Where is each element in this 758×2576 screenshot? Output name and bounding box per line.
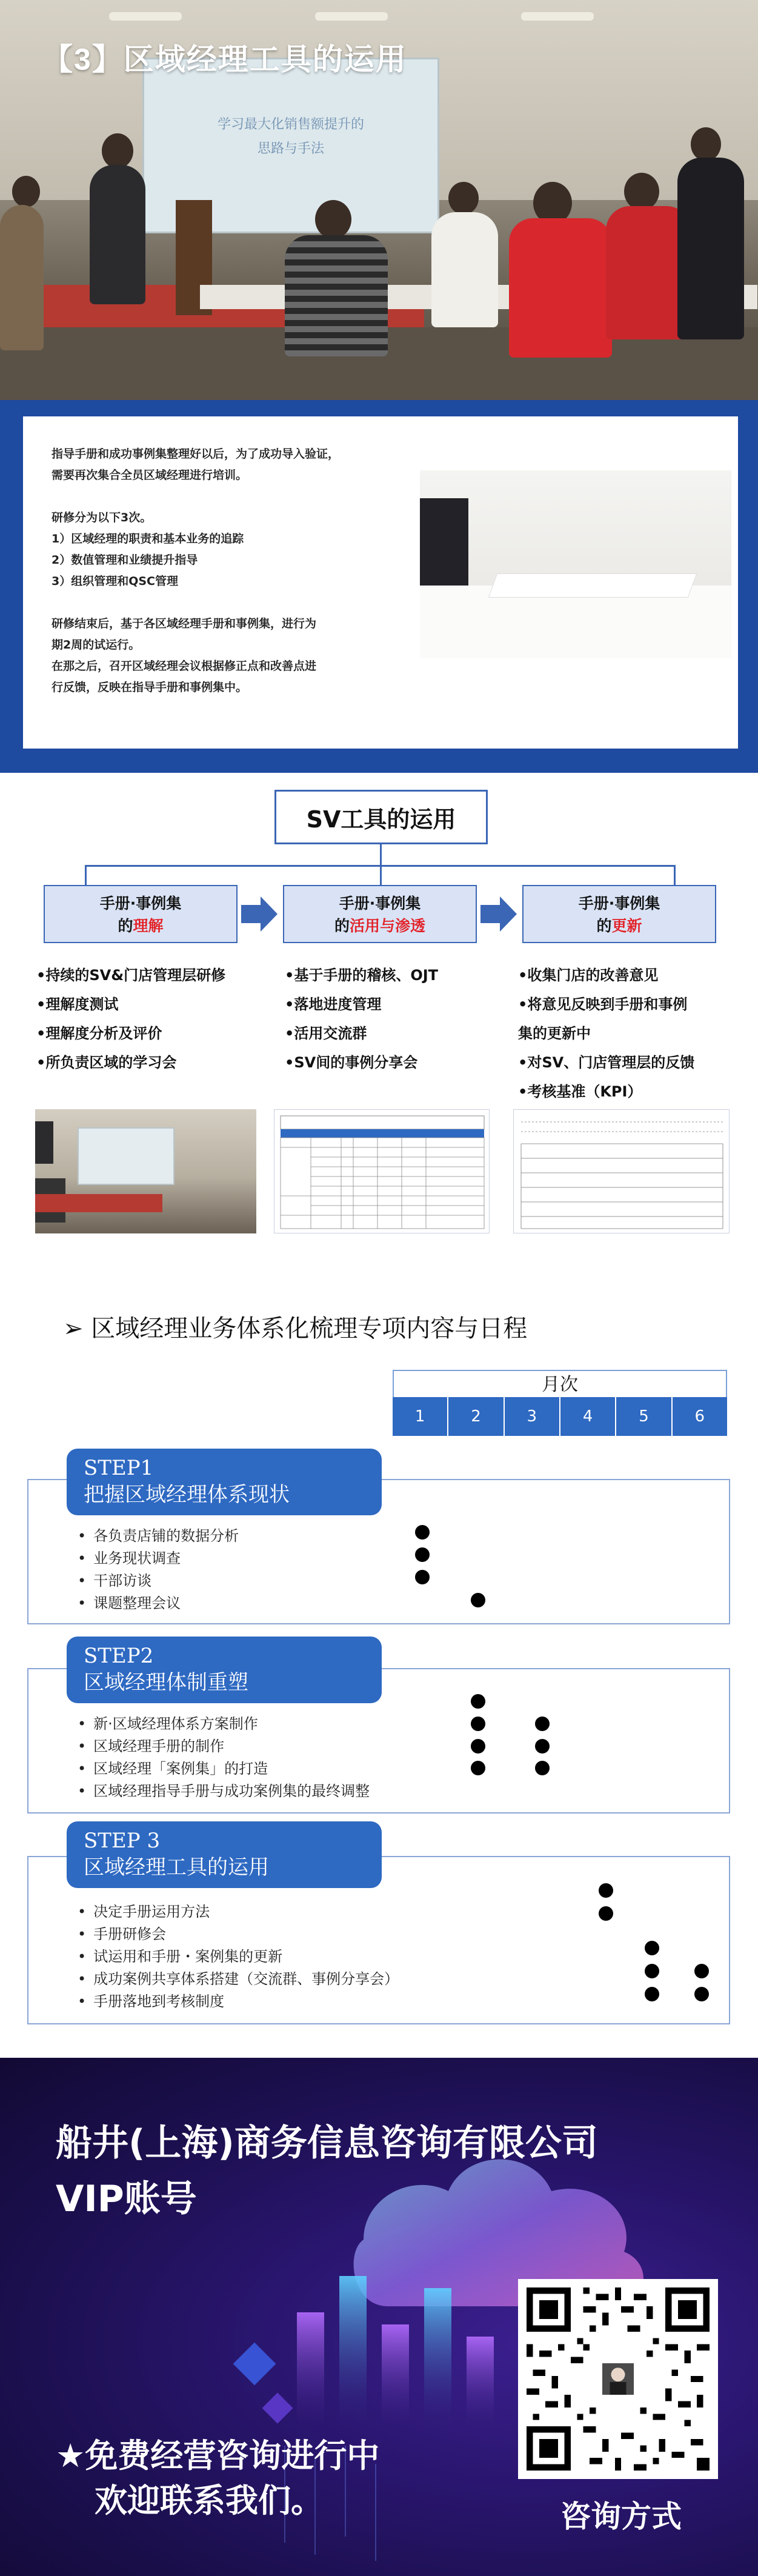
- schedule-dot: [471, 1694, 485, 1709]
- intro-line: 需要再次集合全员区域经理进行培训。: [52, 469, 248, 482]
- schedule-dot: [415, 1525, 430, 1540]
- month-header: 月次: [393, 1370, 727, 1399]
- list-item: •持续的SV&门店管理层研修: [36, 967, 226, 984]
- step-label: STEP1: [84, 1456, 154, 1480]
- month-cell: 5: [616, 1397, 672, 1436]
- schedule-dot: [471, 1593, 485, 1607]
- schedule-dot: [415, 1547, 430, 1562]
- intro-line: 研修结束后，基于各区域经理手册和事例集，进行为: [52, 617, 317, 630]
- schedule-dot: [415, 1570, 430, 1584]
- intro-line: 3）组织管理和QSC管理: [52, 575, 179, 588]
- step-name: 区域经理工具的运用: [84, 1855, 269, 1880]
- list-item: • 手册落地到考核制度: [78, 1990, 399, 2013]
- sv-header-highlight: 活用与渗透: [350, 917, 426, 935]
- schedule-dot: [645, 1941, 659, 1955]
- progress-table-thumbnail: [274, 1109, 490, 1233]
- schedule-dot: [694, 1987, 709, 2001]
- seminar-photo: [35, 1109, 256, 1233]
- list-item: •理解度分析及评价: [36, 1025, 162, 1042]
- intro-line: 行反馈，反映在指导手册和事例集中。: [52, 681, 248, 694]
- arrow-right-icon: [241, 896, 278, 932]
- sv-header-highlight: 理解: [133, 917, 164, 935]
- projection-screen: 学习最大化销售额提升的 思路与手法: [142, 58, 439, 233]
- list-item: • 区域经理「案例集」的打造: [78, 1758, 370, 1780]
- intro-line: 指导手册和成功事例集整理好以后，为了成功导入验证，: [52, 447, 340, 461]
- company-name: [56, 2115, 598, 2227]
- schedule-dot: [694, 1964, 709, 1978]
- sv-header-prefix: 的: [334, 917, 350, 935]
- month-cell: 4: [560, 1397, 616, 1436]
- intro-line: 1）区域经理的职责和基本业务的追踪: [52, 532, 244, 546]
- schedule-dot: [599, 1906, 613, 1921]
- list-item: • 试运用和手册・案例集的更新: [78, 1946, 399, 1968]
- qr-code-icon: [527, 2287, 710, 2471]
- list-item: •SV间的事例分享会: [285, 1054, 418, 1071]
- list-item: • 业务现状调查: [78, 1547, 239, 1570]
- step1-items: [78, 1525, 239, 1615]
- month-cell: 6: [673, 1397, 727, 1436]
- list-item: • 区域经理指导手册与成功案例集的最终调整: [78, 1780, 370, 1803]
- list-item: • 决定手册运用方法: [78, 1901, 399, 1923]
- list-item: •考核基准（KPI）: [518, 1083, 642, 1100]
- schedule-dot: [599, 1883, 613, 1898]
- list-item: •收集门店的改善意见: [518, 967, 659, 984]
- step2-tab: [67, 1637, 382, 1703]
- arrow-right-icon: [480, 896, 517, 932]
- step-label: STEP2: [84, 1644, 154, 1668]
- schedule-dot: [645, 1964, 659, 1978]
- schedule-dot: [471, 1739, 485, 1753]
- list-item: • 区域经理手册的制作: [78, 1735, 370, 1758]
- list-item: •理解度测试: [36, 996, 119, 1013]
- company-line: 船井(上海)商务信息咨询有限公司: [56, 2122, 598, 2164]
- schedule-dot: [471, 1717, 485, 1731]
- sv-header-line: 手册·事例集: [578, 895, 660, 912]
- list-item: •活用交流群: [285, 1025, 367, 1042]
- list-item: •将意见反映到手册和事例: [518, 996, 688, 1013]
- sv-column-3-header: [522, 885, 716, 943]
- sv-column-1-header: [44, 885, 238, 943]
- sv-header-highlight: 更新: [611, 917, 642, 935]
- consult-cta: [56, 2434, 379, 2523]
- schedule-dot: [471, 1761, 485, 1775]
- intro-line: 研修分为以下3次。: [52, 511, 152, 524]
- hero-title: 【3】区域经理工具的运用: [42, 42, 407, 76]
- company-line: VIP账号: [56, 2178, 197, 2220]
- qr-code[interactable]: [518, 2279, 718, 2479]
- intro-text: [52, 444, 415, 698]
- step-name: 区域经理体制重塑: [84, 1670, 248, 1695]
- step3-items: [78, 1901, 399, 2013]
- step-name: 把握区域经理体系现状: [84, 1483, 290, 1507]
- schedule-dot: [535, 1761, 550, 1775]
- list-item: • 干部访谈: [78, 1570, 239, 1592]
- step2-items: [78, 1713, 370, 1803]
- month-cell: 1: [393, 1397, 448, 1436]
- list-item: •所负责区域的学习会: [36, 1054, 177, 1071]
- sv-title: SV工具的运用: [274, 790, 488, 844]
- cta-line: ★免费经营咨询进行中: [56, 2437, 380, 2475]
- list-item: 集的更新中: [518, 1025, 591, 1042]
- month-cell: 3: [505, 1397, 560, 1436]
- month-row: [393, 1397, 727, 1436]
- step-label: STEP 3: [84, 1829, 161, 1853]
- list-item: •落地进度管理: [285, 996, 382, 1013]
- cta-line: 欢迎联系我们。: [95, 2481, 324, 2520]
- list-item: • 成功案例共享体系搭建（交流群、事例分享会）: [78, 1968, 399, 1990]
- intro-line: 期2周的试运行。: [52, 638, 141, 652]
- schedule-dot: [535, 1739, 550, 1753]
- intro-line: 在那之后，召开区域经理会议根据修正点和改善点进: [52, 659, 317, 673]
- sv-header-line: 手册·事例集: [339, 895, 421, 912]
- step3-tab: [67, 1821, 382, 1888]
- sv-column-1-list: [36, 961, 225, 1077]
- sv-column-2-list: [285, 961, 438, 1077]
- list-item: •基于手册的稽核、OJT: [285, 967, 439, 984]
- step1-tab: [67, 1449, 382, 1515]
- list-item: • 新·区域经理体系方案制作: [78, 1713, 370, 1735]
- feedback-form-thumbnail: [513, 1109, 730, 1233]
- schedule-dot: [645, 1987, 659, 2001]
- sv-header-prefix: 的: [596, 917, 612, 935]
- list-item: • 手册研修会: [78, 1923, 399, 1946]
- list-item: • 各负责店铺的数据分析: [78, 1525, 239, 1547]
- month-cell: 2: [448, 1397, 504, 1436]
- sv-column-3-list: [518, 961, 694, 1106]
- list-item: • 课题整理会议: [78, 1592, 239, 1615]
- qr-caption: 咨询方式: [560, 2499, 682, 2534]
- schedule-title: ➢ 区域经理业务体系化梳理专项内容与日程: [63, 1315, 528, 1343]
- schedule-dot: [535, 1717, 550, 1731]
- meeting-photo: [420, 470, 731, 658]
- sv-header-prefix: 的: [118, 917, 133, 935]
- sv-header-line: 手册·事例集: [99, 895, 182, 912]
- intro-line: 2）数值管理和业绩提升指导: [52, 553, 198, 567]
- sv-column-2-header: [283, 885, 477, 943]
- list-item: •对SV、门店管理层的反馈: [518, 1054, 695, 1071]
